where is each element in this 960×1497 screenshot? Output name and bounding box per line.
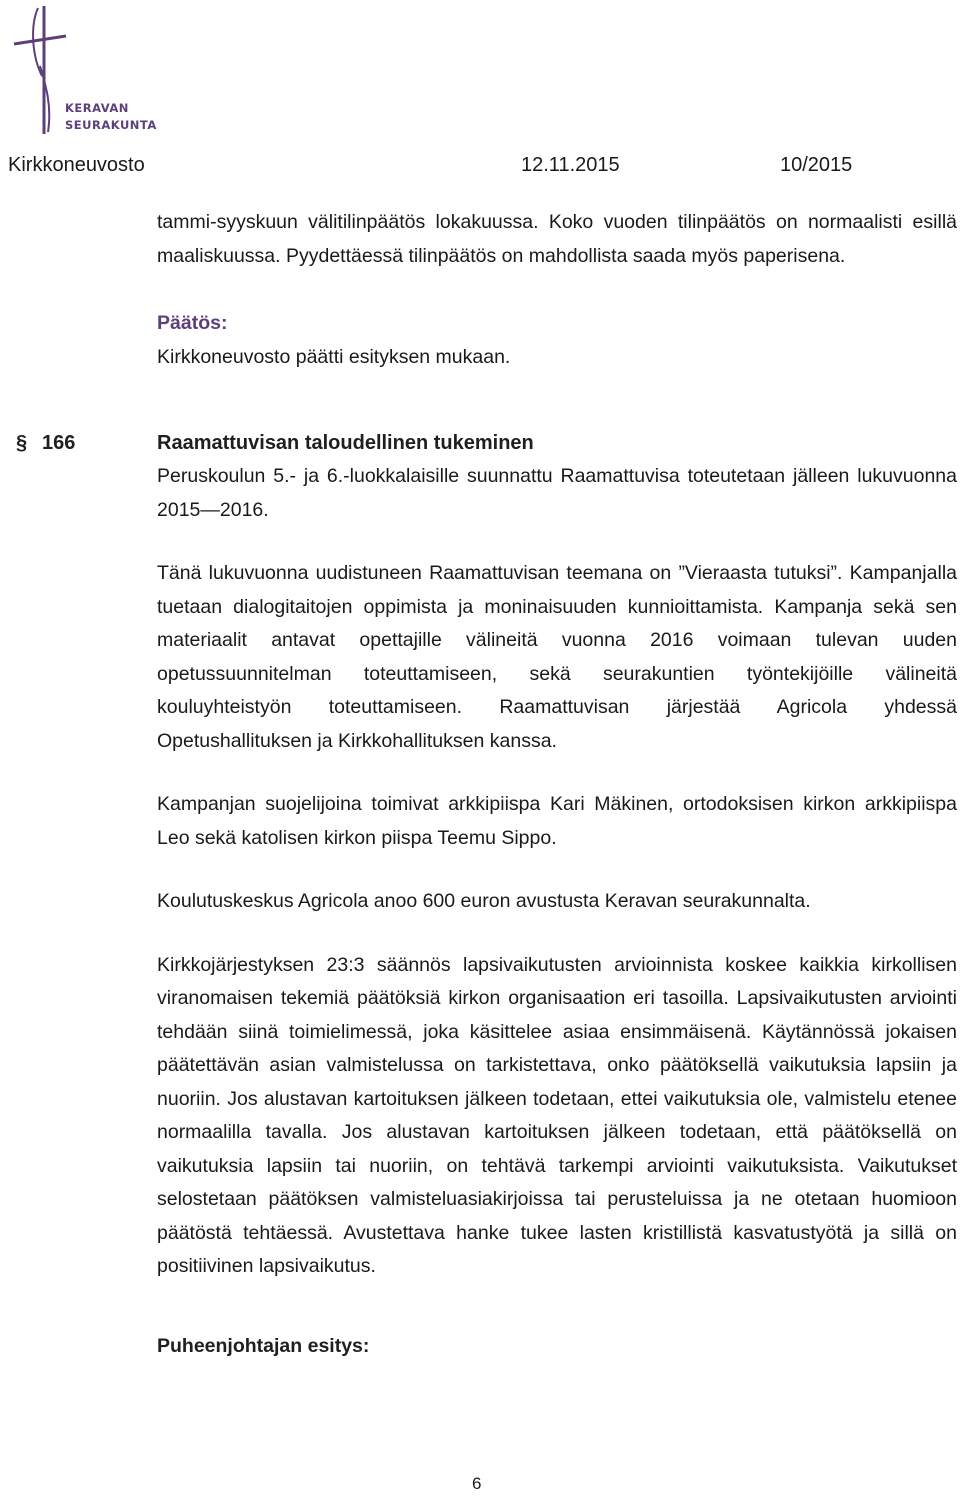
document-body [157,206,957,1363]
header-date: 12.11.2015 [521,154,620,176]
page-number: 6 [472,1474,482,1493]
paragraph-2: Tänä lukuvuonna uudistuneen Raamattuvisan teemana on ”Vieraasta tutuksi”. Kampanjalla tuetaan dialogitaitojen oppimista ja moninaisuuden kunnioittamista. Kampanja sekä sen materiaalit antavat opettajille välineitä vuonna 2016 voimaan tulevan uuden opetussuunnitelman toteuttamiseen, sekä seurakuntien työntekijöille välineitä kouluyhteistyön toteuttamiseen. Raamattuvisan järjestää Agricola yhdessä Opetushallituksen ja Kirkkohallituksen kanssa. [157,562,957,752]
header-organ: Kirkkoneuvosto [8,154,145,176]
cross-icon [8,6,68,136]
logo-text-line1: KERAVAN [65,101,129,115]
paragraph-1: Peruskoulun 5.- ja 6.-luokkalaisille suunnattu Raamattuvisa toteutetaan jälleen lukuvuonna 2015—2016. [157,465,957,521]
paragraph-5: Kirkkojärjestyksen 23:3 säännös lapsivaikutusten arvioinnista koskee kaikkia kirkollisen viranomaisen tekemiä päätöksiä kirkon organisaation eri tasoilla. Lapsivaikutusten arviointi tehdään siinä toimielimessä, joka käsittelee asiaa ensimmäisenä. Käytännössä jokaisen päätettävän asian valmistelussa on tarkistettava, onko päätöksellä vaikutuksia lapsiin ja nuoriin. Jos alustavan kartoituksen jälkeen todetaan, ettei vaikutuksia ole, valmistelu etenee normaalilla tavalla. Jos alustavan kartoituksen jälkeen todetaan, että päätöksellä on vaikutuksia lapsiin tai nuoriin, on tehtävä tarkempi arviointi vaikutuksista. Vaikutukset selostetaan päätöksen valmisteluasiakirjoissa tai perusteluissa ja ne otetaan huomioon päätöstä tehtäessä. Avustettava hanke tukee lasten kristillistä kasvatustyötä ja sillä on positiivinen lapsivaikutus. [157,953,957,1277]
intro-paragraph: tammi-syyskuun välitilinpäätös lokakuussa. Koko vuoden tilinpäätös on normaalisti esillä maaliskuussa. Pyydettäessä tilinpäätös on mahdollista saada myös paperisena. [157,211,957,267]
section-title: Raamattuvisan taloudellinen tukeminen [157,432,534,454]
paragraph-3: Kampanjan suojelijoina toimivat arkkipiispa Kari Mäkinen, ortodoksisen kirkon arkkipiispa Leo sekä katolisen kirkon piispa Teemu Sippo. [157,793,957,849]
logo-text-line2: SEURAKUNTA [65,118,157,132]
decision-heading: Päätös: [157,312,228,334]
section-number: 166 [42,432,76,454]
church-logo [8,6,158,136]
section-symbol: § [16,432,28,454]
header-meeting-number: 10/2015 [780,154,853,176]
decision-text: Kirkkoneuvosto päätti esityksen mukaan. [157,345,511,368]
document-header [8,154,948,182]
paragraph-4: Koulutuskeskus Agricola anoo 600 euron avustusta Keravan seurakunnalta. [157,890,811,912]
proposal-heading: Puheenjohtajan esitys: [157,1334,370,1357]
